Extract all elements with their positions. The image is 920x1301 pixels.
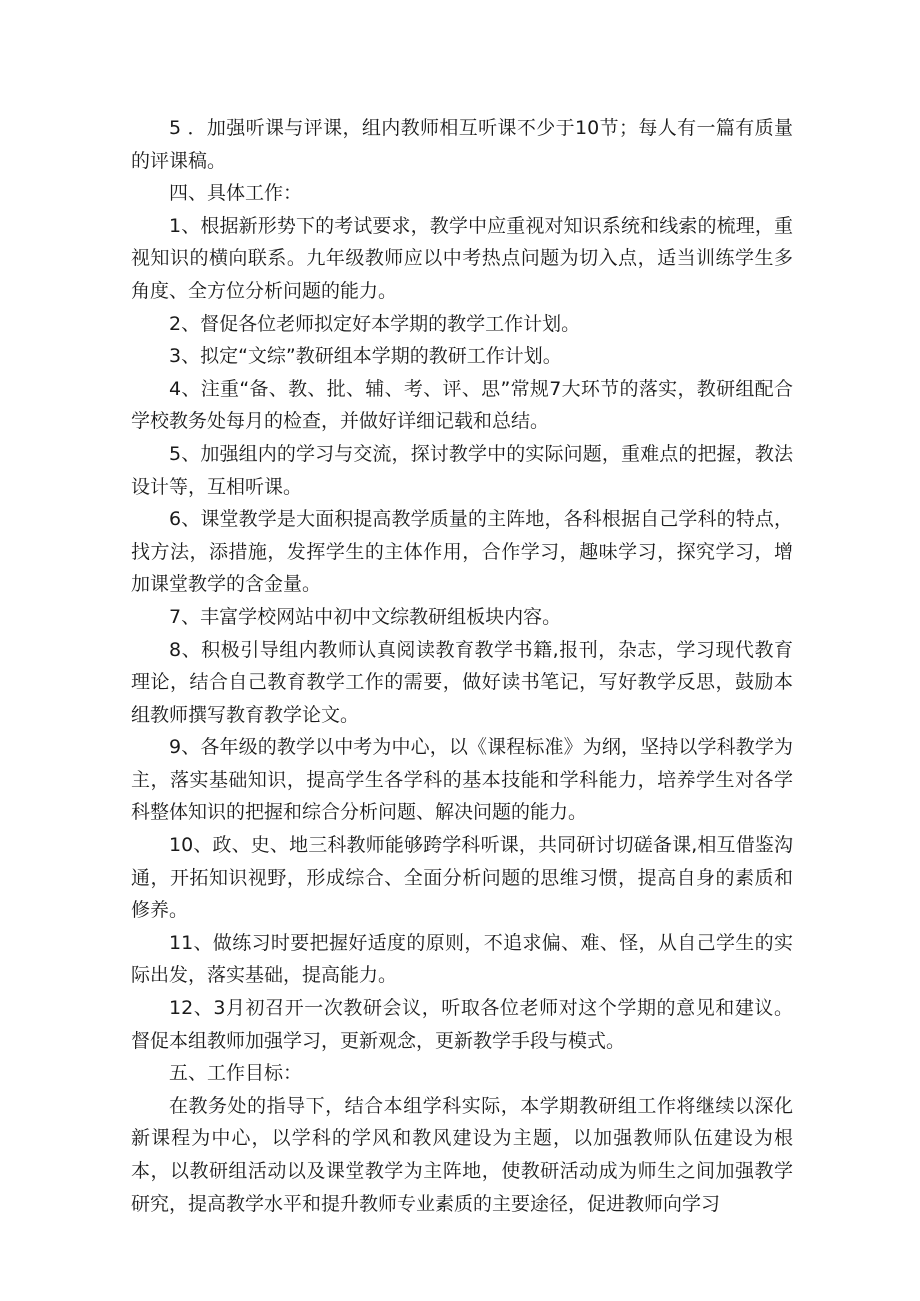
section-heading-specific-work: 四、具体工作： xyxy=(169,182,303,205)
document-body xyxy=(131,112,793,1220)
paragraph-work-9: 9、各年级的教学以中考为中心，以《课程标准》为纲，坚持以学科教学为主，落实基础知识，提高学生各学科的基本技能和学科能力，培养学生对各学科整体知识的把握和综合分析问题、解决问题的能力。 xyxy=(131,736,793,824)
paragraph-work-2: 2、督促各位老师拟定好本学期的教学工作计划。 xyxy=(169,312,581,335)
paragraph-work-12: 12、3月初召开一次教研会议，听取各位老师对这个学期的意见和建议。督促本组教师加强学习，更新观念，更新教学手段与模式。 xyxy=(131,997,793,1052)
paragraph-work-10: 10、政、史、地三科教师能够跨学科听课，共同研讨切磋备课,相互借鉴沟通，开拓知识视野，形成综合、全面分析问题的思维习惯，提高自身的素质和修养。 xyxy=(131,834,793,922)
paragraph-work-3: 3、拟定“文综”教研组本学期的教研工作计划。 xyxy=(169,345,562,368)
paragraph-item-5-observation: 5 ．加强听课与评课，组内教师相互听课不少于10节；每人有一篇有质量的评课稿。 xyxy=(131,117,793,172)
section-heading-work-goals: 五、工作目标： xyxy=(169,1062,303,1085)
paragraph-work-11: 11、做练习时要把握好适度的原则，不追求偏、难、怪，从自己学生的实际出发，落实基础，提高能力。 xyxy=(131,931,793,987)
paragraph-work-5: 5、加强组内的学习与交流，探讨教学中的实际问题，重难点的把握，教法设计等，互相听课。 xyxy=(131,442,793,498)
paragraph-goals: 在教务处的指导下，结合本组学科实际，本学期教研组工作将继续以深化新课程为中心，以学科的学风和教风建设为主题，以加强教师队伍建设为根本，以教研组活动以及课堂教学为主阵地，使教研活动成为师生之间加强教学研究，提高教学水平和提升教师专业素质的主要途径，促进教师向学习 xyxy=(131,1094,793,1215)
paragraph-work-7: 7、丰富学校网站中初中文综教研组板块内容。 xyxy=(169,605,562,628)
paragraph-work-6: 6、课堂教学是大面积提高教学质量的主阵地，各科根据自己学科的特点，找方法，添措施，发挥学生的主体作用，合作学习，趣味学习，探究学习，增加课堂教学的含金量。 xyxy=(131,508,793,596)
paragraph-work-1: 1、根据新形势下的考试要求，教学中应重视对知识系统和线索的梳理，重视知识的横向联系。九年级教师应以中考热点问题为切入点，适当训练学生多角度、全方位分析问题的能力。 xyxy=(131,214,793,302)
paragraph-work-4: 4、注重“备、教、批、辅、考、评、思”常规7大环节的落实，教研组配合学校教务处每月的检查，并做好详细记载和总结。 xyxy=(131,377,793,433)
paragraph-work-8: 8、积极引导组内教师认真阅读教育教学书籍,报刊，杂志，学习现代教育理论，结合自己教育教学工作的需要，做好读书笔记，写好教学反思，鼓励本组教师撰写教育教学论文。 xyxy=(131,638,793,726)
